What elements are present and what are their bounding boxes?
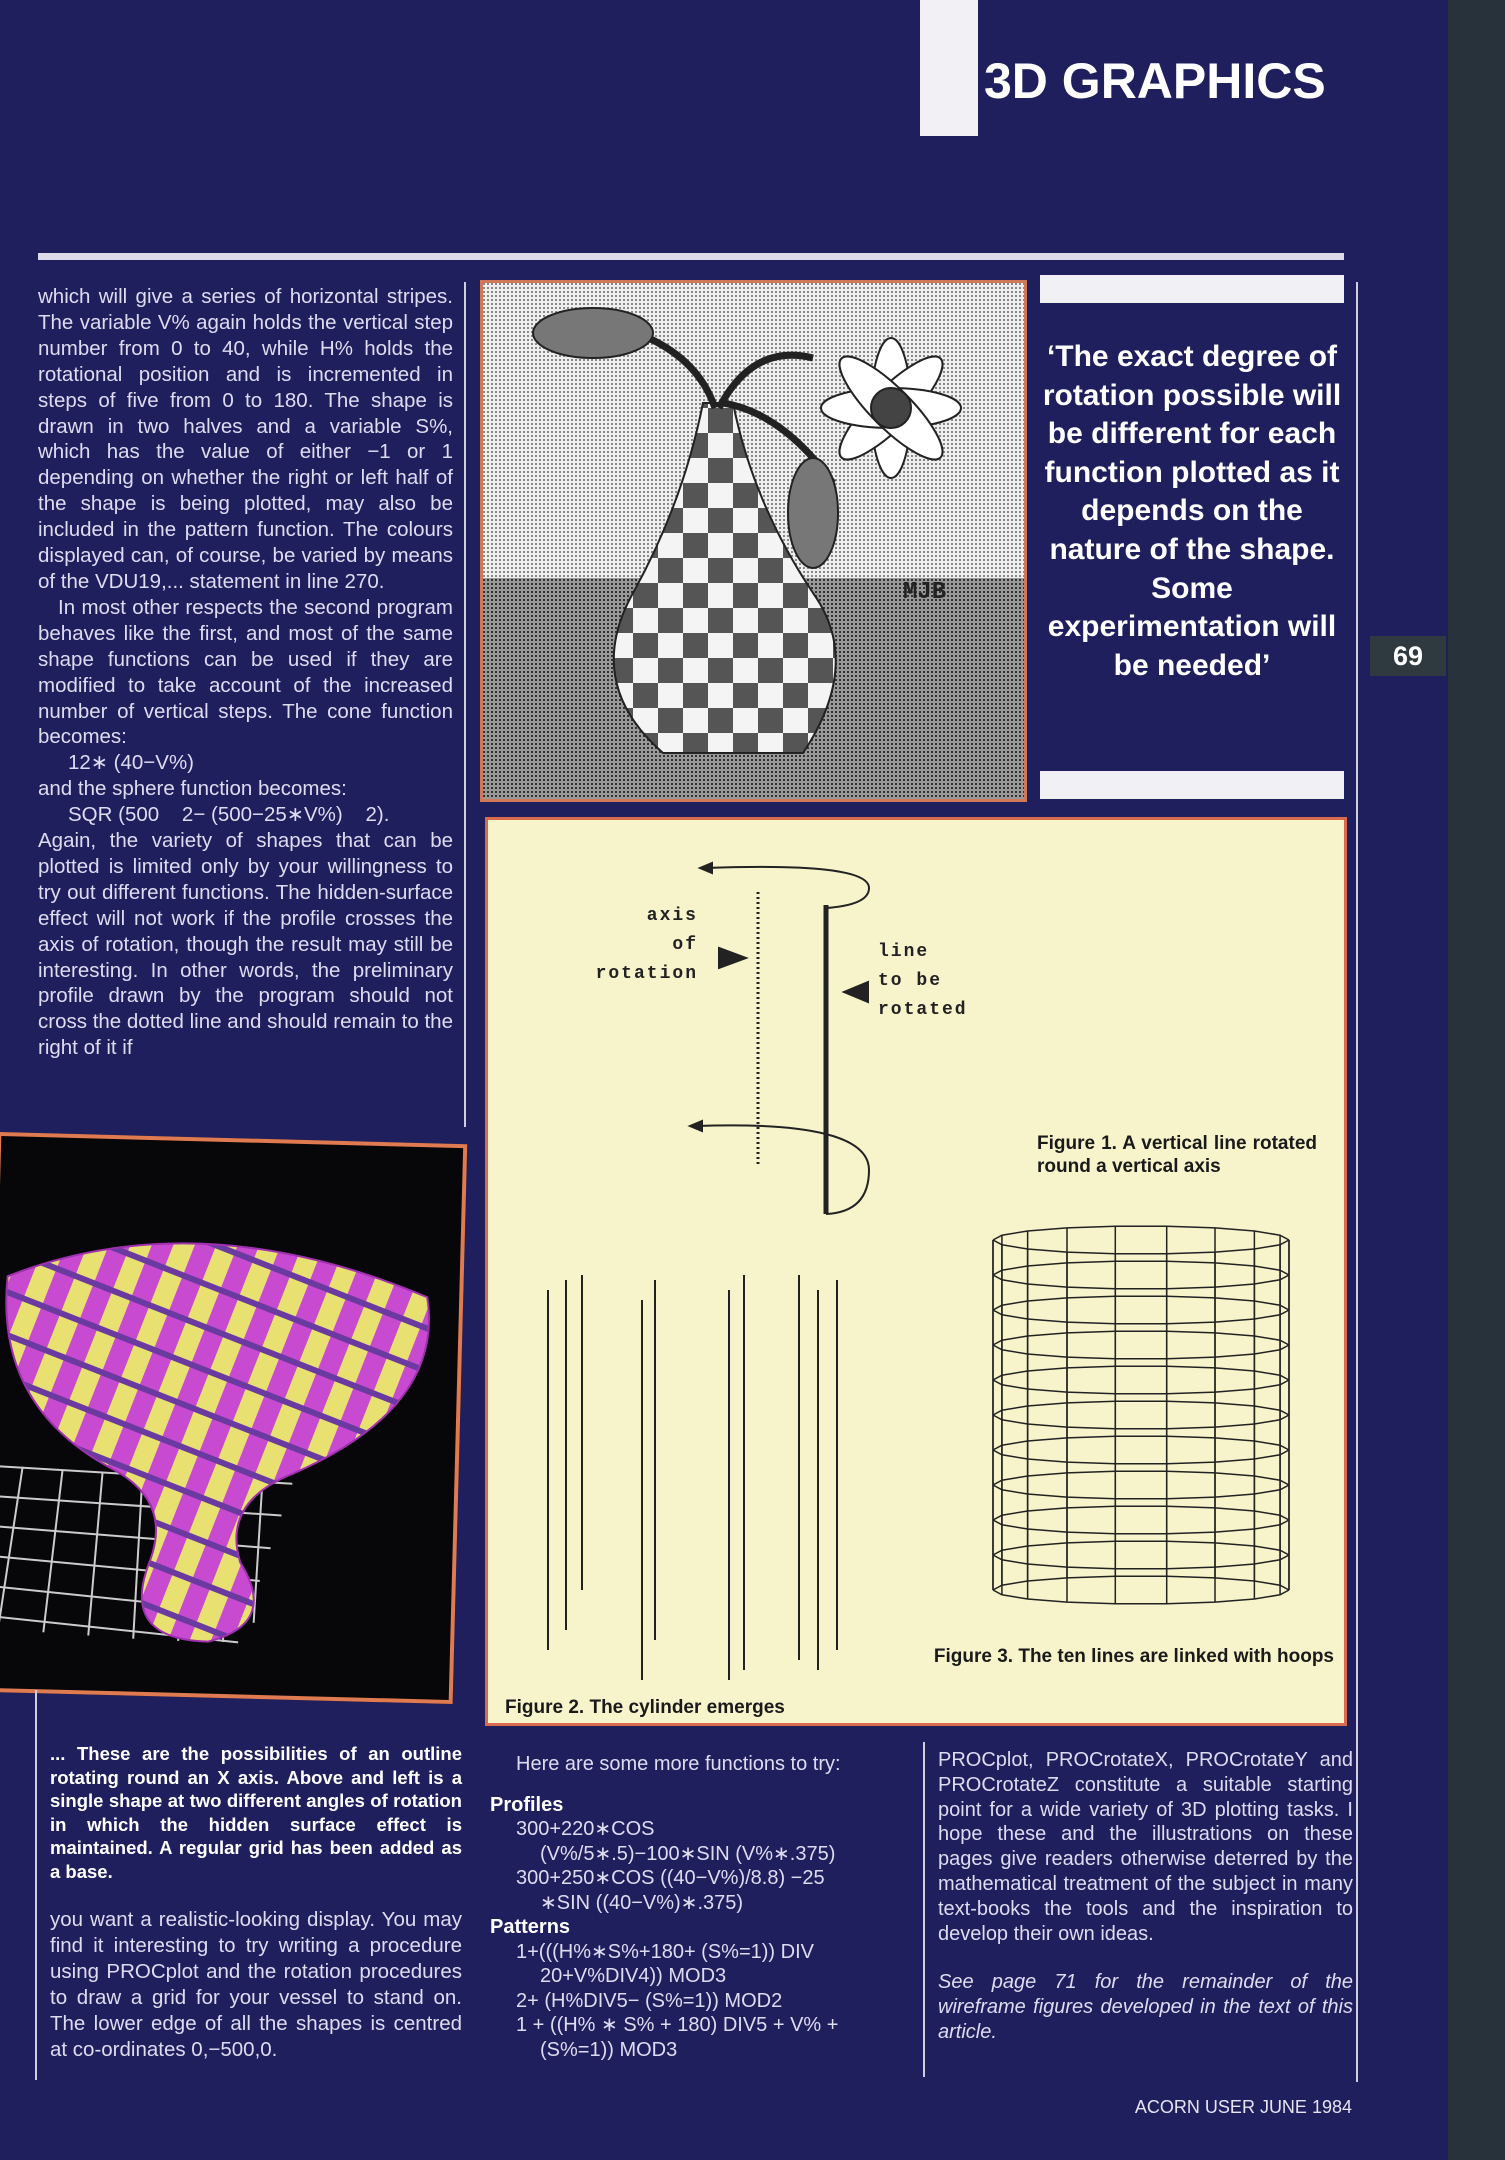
patterns-heading: Patterns xyxy=(490,1916,571,1938)
wireframe-line xyxy=(993,1576,1289,1590)
wireframe-line xyxy=(993,1310,1289,1324)
wireframe-line xyxy=(993,1380,1289,1394)
wireframe-line xyxy=(993,1296,1289,1310)
formula: 2+ (H%DIV5− (S%=1)) MOD2 xyxy=(516,1989,783,2012)
wireframe-line xyxy=(993,1401,1289,1415)
paragraph: which will give a series of horizontal stripes. The variable V% again holds the vertical step number from 0 to 40, while H% holds the rotational position and is incremented in steps of five from 0 to 180. The shape is drawn in two halves and a variable S%, which has the value of either −1 or 1 depending on whether the right or left half of the shape is being plotted, may also be included in the pattern function. The colours displayed can, of course, be varied by means of the VDU19,... statement in line 270. xyxy=(38,285,453,593)
header-rule xyxy=(38,253,1344,260)
wireframe-line xyxy=(993,1226,1289,1240)
figure-2-lines xyxy=(548,1275,837,1680)
functions-intro: Here are some more functions to try: xyxy=(516,1753,841,1775)
page-number: 69 xyxy=(1370,636,1446,676)
figure-1-caption: Figure 1. A vertical line rotated round a vertical axis xyxy=(1037,1133,1317,1177)
paragraph: you want a realistic-looking display. You may find it interesting to try writing a procedure using PROCplot and the rotation procedures to draw a grid for your vessel to stand on. The lower edge of all the shapes is centred at co-ordinates 0,−500,0. xyxy=(50,1908,462,2061)
photo-caption: ... These are the possibilities of an outline rotating round an X axis. Above and left is a single shape at two different angles of rotation in which the hidden surface effect is maintained. A regular grid has been added as a base. xyxy=(50,1743,462,1882)
wireframe-line xyxy=(993,1436,1289,1450)
wireframe-line xyxy=(993,1275,1289,1289)
quote-bar-bottom xyxy=(1040,771,1344,799)
wireframe-line xyxy=(993,1506,1289,1520)
formula: 300+250∗COS ((40−V%)/8.8) −25 xyxy=(516,1867,825,1889)
formula: 300+220∗COS xyxy=(516,1818,655,1840)
profiles-heading: Profiles xyxy=(490,1793,564,1816)
formula: (V%/5∗.5)−100∗SIN (V%∗.375) xyxy=(540,1842,836,1865)
wireframe-line xyxy=(993,1331,1289,1345)
axis-label: axis of rotation xyxy=(595,906,698,984)
bottom-middle-column xyxy=(490,1752,910,2062)
wireframe-line xyxy=(993,1345,1289,1359)
figure-2-caption: Figure 2. The cylinder emerges xyxy=(505,1697,785,1718)
wireframe-line xyxy=(993,1450,1289,1464)
figure-3-cylinder xyxy=(993,1226,1289,1604)
footer-issue: ACORN USER JUNE 1984 xyxy=(1134,2097,1352,2117)
formula: 20+V%DIV4)) MOD3 xyxy=(540,1965,727,1987)
paragraph: Again, the variety of shapes that can be plotted is limited only by your willingness to try out different functions. The hidden-surface effect will not work if the profile crosses the axis of rotation, though the result may still be interesting. In other words, the preliminary profile drawn by the program should not cross the dotted line and should remain to the right of it if xyxy=(38,829,453,1060)
column-divider xyxy=(464,282,466,1127)
wireframe-line xyxy=(993,1261,1289,1275)
paragraph: In most other respects the second program behaves like the first, and most of the same shape functions can be used if they are modified to take account of the increased number of vertical steps. The cone function becomes: xyxy=(38,595,453,749)
vase-picture xyxy=(480,280,1027,802)
formula: 12∗ (40−V%) xyxy=(68,751,195,775)
left-column xyxy=(38,284,453,1061)
formula: SQR (500 2− (500−25∗V%) 2). xyxy=(68,803,390,827)
formula: ∗SIN ((40−V%)∗.375) xyxy=(540,1891,744,1914)
wireframe-line xyxy=(993,1240,1289,1254)
wireframe-line xyxy=(993,1471,1289,1485)
figure-3-caption: Figure 3. The ten lines are linked with hoops xyxy=(933,1646,1334,1667)
pull-quote: ‘The exact degree of rotation possible will be different for each function plotted as it depends on the nature of the shape. Some experimentation will be needed’ xyxy=(1042,340,1342,682)
header-block xyxy=(920,0,978,136)
formula: 1+(((H%∗S%+180+ (S%=1)) DIV xyxy=(516,1940,814,1963)
artist-signature: MJB xyxy=(903,579,947,606)
line-label: line to be rotated xyxy=(878,942,968,1020)
page-edge xyxy=(1448,0,1505,2160)
wireframe-line xyxy=(993,1485,1289,1499)
formula: (S%=1)) MOD3 xyxy=(540,2038,678,2061)
column-divider xyxy=(1356,282,1358,2082)
wireframe-line xyxy=(993,1520,1289,1534)
column-divider xyxy=(923,1742,925,2077)
section-title: 3D GRAPHICS xyxy=(984,53,1326,109)
figures-panel xyxy=(485,817,1347,1726)
bottom-left-column xyxy=(50,1742,462,2062)
wireframe-line xyxy=(993,1590,1289,1604)
bottom-right-column xyxy=(938,1748,1353,2045)
column-divider xyxy=(35,1690,37,2080)
paragraph: PROCplot, PROCrotateX, PROCrotateY and PROCrotateZ constitute a suitable starting point for a wide variety of 3D plotting tasks. I hope these and the illustrations on these pages give readers otherwise deterred by the mathematical treatment of the subject in many text-books the tools and the inspiration to develop their own ideas. xyxy=(938,1749,1353,1945)
wireframe-line xyxy=(993,1415,1289,1429)
see-page-note: See page 71 for the remainder of the wireframe figures developed in the text of this article. xyxy=(938,1971,1353,2043)
paragraph: and the sphere function becomes: xyxy=(38,777,347,801)
figure-1-diagram xyxy=(690,863,869,1214)
rotated-shape-photo xyxy=(0,1132,467,1704)
wireframe-line xyxy=(993,1541,1289,1555)
wireframe-line xyxy=(993,1555,1289,1569)
formula: 1 + ((H% ∗ S% + 180) DIV5 + V% + xyxy=(516,2014,839,2036)
quote-bar-top xyxy=(1040,275,1344,303)
wireframe-line xyxy=(993,1366,1289,1380)
